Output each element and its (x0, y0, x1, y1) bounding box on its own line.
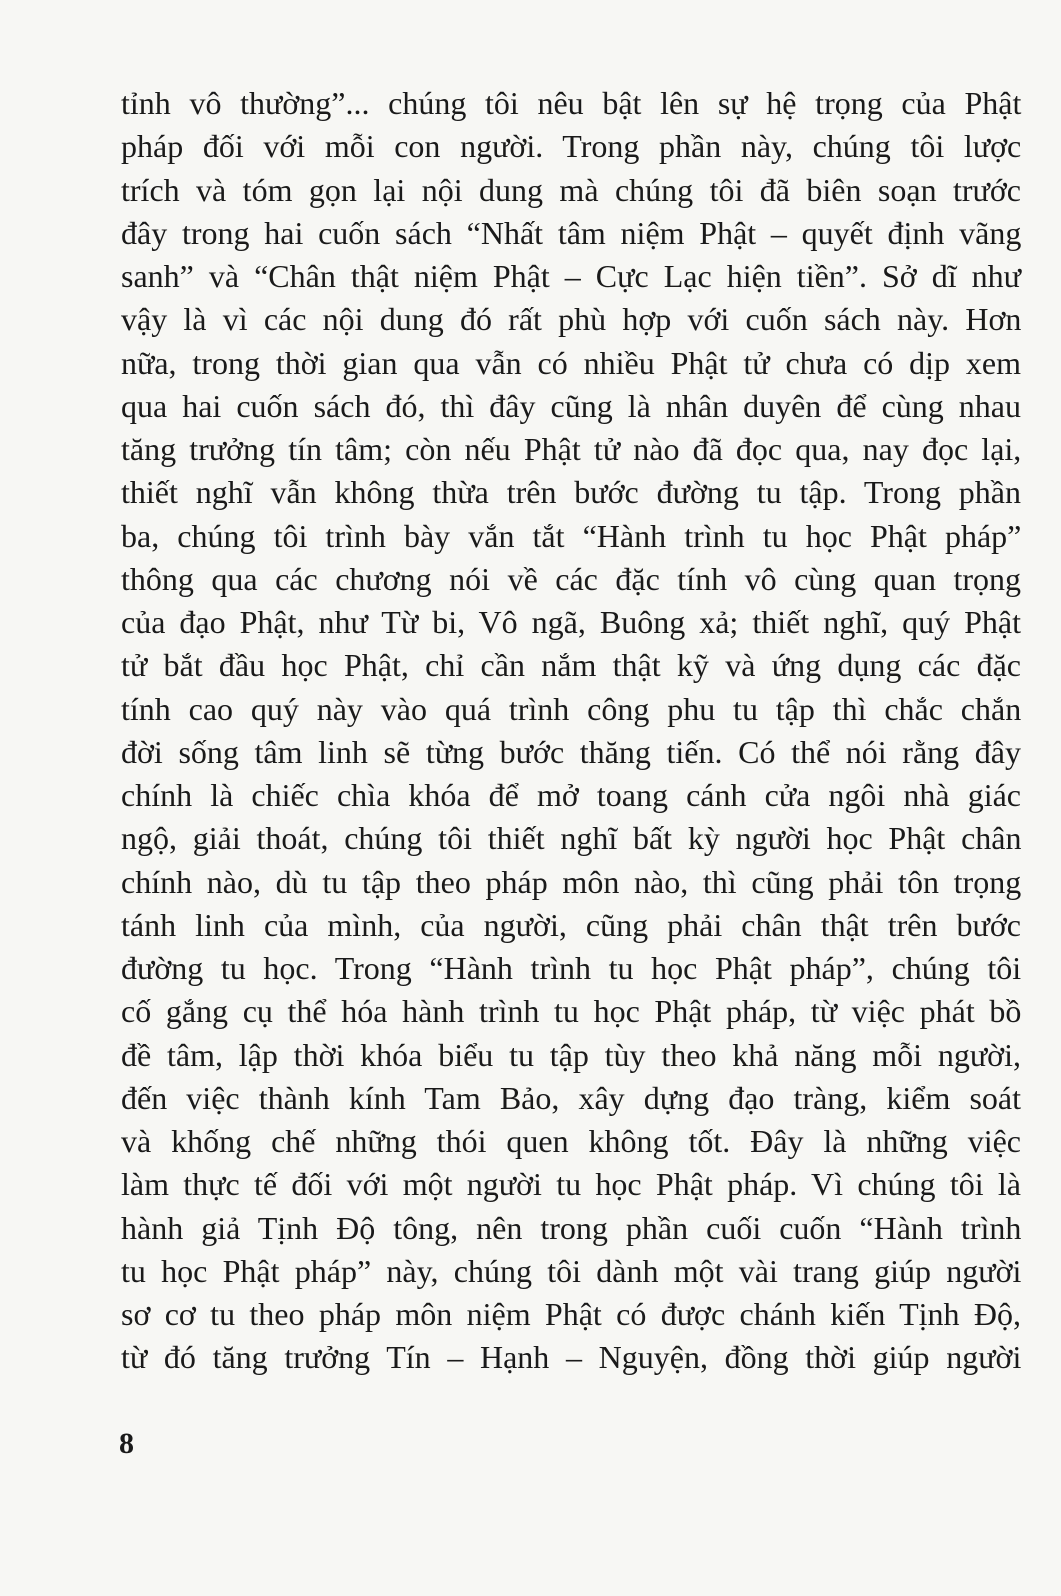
text-line: qua hai cuốn sách đó, thì đây cũng là nhân duyên để cùng nhau (121, 387, 1021, 424)
text-line: tăng trưởng tín tâm; còn nếu Phật tử nào đã đọc qua, nay đọc lại, (121, 431, 1022, 467)
text-line: thông qua các chương nói về các đặc tính vô cùng quan trọng (121, 560, 1022, 597)
text-line: tử bắt đầu học Phật, chỉ cần nắm thật kỹ và ứng dụng các đặc (121, 647, 1021, 684)
text-line: làm thực tế đối với một người tu học Phật pháp. Vì chúng tôi là (121, 1166, 1021, 1203)
text-line: đường tu học. Trong “Hành trình tu học Phật pháp”, chúng tôi (121, 950, 1022, 986)
text-line: chính là chiếc chìa khóa để mở toang cánh cửa ngôi nhà giác (121, 777, 1021, 813)
text-line: ba, chúng tôi trình bày vắn tắt “Hành trình tu học Phật pháp” (121, 517, 1022, 554)
text-line: vậy là vì các nội dung đó rất phù hợp với cuốn sách này. Hơn (121, 301, 1022, 338)
text-line: và khống chế những thói quen không tốt. Đây là những việc (121, 1123, 1021, 1159)
text-line: đến việc thành kính Tam Bảo, xây dựng đạo tràng, kiểm soát (121, 1079, 1021, 1116)
text-line: tính cao quý này vào quá trình công phu tu tập thì chắc chắn (121, 690, 1022, 727)
page-number: 8 (119, 1427, 134, 1460)
text-line: chính nào, dù tu tập theo pháp môn nào, thì cũng phải tôn trọng (121, 863, 1022, 900)
text-line: từ đó tăng trưởng Tín – Hạnh – Nguyện, đồng thời giúp người (121, 1339, 1022, 1376)
text-line: hành giả Tịnh Độ tông, nên trong phần cuối cuốn “Hành trình (121, 1209, 1022, 1246)
text-line: đề tâm, lập thời khóa biểu tu tập tùy theo khả năng mỗi người, (121, 1036, 1021, 1073)
text-line: trích và tóm gọn lại nội dung mà chúng tôi đã biên soạn trước (121, 171, 1021, 208)
text-line: ngộ, giải thoát, chúng tôi thiết nghĩ bất kỳ người học Phật chân (121, 820, 1022, 857)
text-line: cố gắng cụ thể hóa hành trình tu học Phật pháp, từ việc phát bồ (121, 993, 1022, 1030)
text-line: đây trong hai cuốn sách “Nhất tâm niệm Phật – quyết định vãng (121, 214, 1022, 251)
text-line: tánh linh của mình, của người, cũng phải chân thật trên bước (121, 906, 1021, 943)
text-line: của đạo Phật, như Từ bi, Vô ngã, Buông xả; thiết nghĩ, quý Phật (121, 604, 1021, 640)
text-line: nữa, trong thời gian qua vẫn có nhiều Phật tử chưa có dịp xem (121, 344, 1021, 381)
text-line: tỉnh vô thường”... chúng tôi nêu bật lên sự hệ trọng của Phật (121, 85, 1022, 121)
text-line: tu học Phật pháp” này, chúng tôi dành một vài trang giúp người (121, 1252, 1022, 1289)
text-line: thiết nghĩ vẫn không thừa trên bước đường tu tập. Trong phần (121, 474, 1021, 511)
text-line: pháp đối với mỗi con người. Trong phần này, chúng tôi lược (121, 128, 1022, 165)
text-line: sanh” và “Chân thật niệm Phật – Cực Lạc hiện tiền”. Sở dĩ như (121, 258, 1021, 294)
text-line: sơ cơ tu theo pháp môn niệm Phật có được chánh kiến Tịnh Độ, (121, 1296, 1021, 1332)
text-line: đời sống tâm linh sẽ từng bước thăng tiến. Có thể nói rằng đây (121, 733, 1021, 770)
body-text (121, 82, 1021, 1380)
